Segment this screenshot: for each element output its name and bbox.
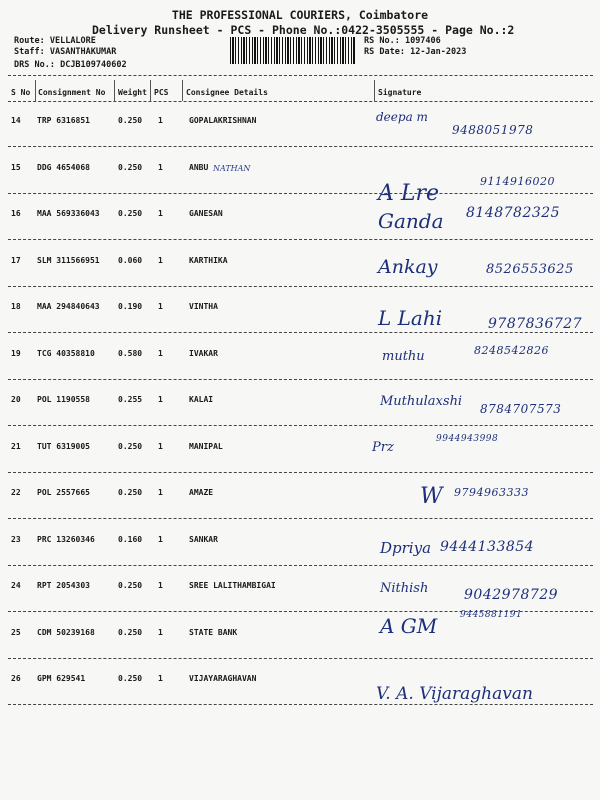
row-consignee: VIJAYARAGHAVAN xyxy=(189,674,257,683)
col-header-consignment: Consignment No xyxy=(38,88,106,97)
row-divider xyxy=(8,472,593,473)
row-weight: 0.580 xyxy=(118,349,143,358)
row-signature-phone: 8248542826 xyxy=(474,344,549,357)
col-header-pcs: PCS xyxy=(154,88,169,97)
row-consignee: STATE BANK xyxy=(189,628,238,637)
col-header-signature: Signature xyxy=(378,88,422,97)
row-divider xyxy=(8,146,593,147)
row-sno: 18 xyxy=(11,302,21,311)
row-divider xyxy=(8,193,593,194)
row-consignment-no: POL 1190558 xyxy=(37,395,90,404)
row-divider xyxy=(8,565,593,566)
row-weight: 0.250 xyxy=(118,628,143,637)
row-sno: 14 xyxy=(11,116,21,125)
row-weight: 0.250 xyxy=(118,442,143,451)
rs-date-value: 12-Jan-2023 xyxy=(410,47,467,57)
row-signature-phone: 8526553625 xyxy=(486,262,574,277)
row-consignment-no: MAA 569336043 xyxy=(37,209,100,218)
row-pcs: 1 xyxy=(158,442,163,451)
row-signature-phone: 9488051978 xyxy=(452,123,534,137)
row-weight: 0.250 xyxy=(118,488,143,497)
row-signature-name: Nithish xyxy=(380,581,429,596)
row-consignee: GOPALAKRISHNAN xyxy=(189,116,257,125)
row-consignment-no: TRP 6316851 xyxy=(37,116,90,125)
route-label: Route: xyxy=(14,36,45,46)
row-signature-name: V. A. Vijaraghavan xyxy=(376,684,533,704)
row-signature-phone: 9042978729 xyxy=(464,587,559,603)
col-divider xyxy=(182,80,183,101)
row-consignee: SREE LALITHAMBIGAI xyxy=(189,581,276,590)
row-pcs: 1 xyxy=(158,488,163,497)
row-consignee: AMAZE xyxy=(189,488,214,497)
row-signature-phone: 9445881191 xyxy=(460,610,523,620)
route-value: VELLALORE xyxy=(49,36,96,46)
row-signature-name: L Lahi xyxy=(378,306,443,330)
row-sno: 20 xyxy=(11,395,21,404)
row-sno: 25 xyxy=(11,628,21,637)
row-pcs: 1 xyxy=(158,302,163,311)
row-pcs: 1 xyxy=(158,535,163,544)
row-consignment-no: RPT 2054303 xyxy=(37,581,90,590)
row-divider xyxy=(8,518,593,519)
row-divider xyxy=(8,239,593,240)
row-sno: 21 xyxy=(11,442,21,451)
rs-no-value: 1097406 xyxy=(404,36,441,46)
rs-no-line xyxy=(364,36,441,46)
row-sno: 22 xyxy=(11,488,21,497)
row-pcs: 1 xyxy=(158,116,163,125)
row-weight: 0.250 xyxy=(118,674,143,683)
row-signature-phone: 9944943998 xyxy=(436,434,499,444)
row-sno: 15 xyxy=(11,163,21,172)
row-consignment-no: PRC 13260346 xyxy=(37,535,95,544)
row-weight: 0.250 xyxy=(118,163,143,172)
row-consignment-no: CDM 50239168 xyxy=(37,628,95,637)
row-divider xyxy=(8,425,593,426)
staff-line xyxy=(14,47,116,57)
row-pcs: 1 xyxy=(158,395,163,404)
row-sno: 23 xyxy=(11,535,21,544)
staff-value: VASANTHAKUMAR xyxy=(49,47,117,57)
row-signature-name: A GM xyxy=(380,614,438,638)
col-divider xyxy=(35,80,36,101)
row-pcs: 1 xyxy=(158,209,163,218)
row-consignment-no: TUT 6319005 xyxy=(37,442,90,451)
row-weight: 0.250 xyxy=(118,116,143,125)
row-weight: 0.250 xyxy=(118,581,143,590)
rs-date-label: RS Date: xyxy=(364,47,405,57)
row-signature-name: Ankay xyxy=(378,256,438,278)
row-consignee: VINTHA xyxy=(189,302,218,311)
row-signature-name: Ganda xyxy=(378,209,444,233)
row-signature-phone: 9444133854 xyxy=(440,539,535,555)
handwritten-note: NATHAN xyxy=(213,164,251,173)
rs-no-label: RS No.: xyxy=(364,36,400,46)
row-sno: 24 xyxy=(11,581,21,590)
row-sno: 26 xyxy=(11,674,21,683)
row-sno: 16 xyxy=(11,209,21,218)
row-signature-phone: 9114916020 xyxy=(480,175,555,188)
row-signature-phone: 8784707573 xyxy=(480,402,562,416)
row-weight: 0.250 xyxy=(118,209,143,218)
col-header-weight: Weight xyxy=(118,88,147,97)
drs-label: DRS No.: xyxy=(14,60,55,70)
row-signature-name: deepa m xyxy=(376,110,428,124)
row-consignment-no: MAA 294840643 xyxy=(37,302,100,311)
row-divider xyxy=(8,286,593,287)
col-header-sno: S No xyxy=(11,88,31,97)
row-weight: 0.060 xyxy=(118,256,143,265)
col-header-consignee: Consignee Details xyxy=(186,88,268,97)
row-pcs: 1 xyxy=(158,581,163,590)
row-sno: 17 xyxy=(11,256,21,265)
row-consignment-no: POL 2557665 xyxy=(37,488,90,497)
row-signature-phone: 9787836727 xyxy=(488,316,583,332)
row-divider xyxy=(8,332,593,333)
row-divider xyxy=(8,704,593,705)
row-signature-name: Prz xyxy=(372,440,394,455)
row-pcs: 1 xyxy=(158,674,163,683)
row-consignment-no: SLM 311566951 xyxy=(37,256,100,265)
row-consignment-no: TCG 40358810 xyxy=(37,349,95,358)
drs-line xyxy=(14,60,127,70)
row-divider xyxy=(8,658,593,659)
row-pcs: 1 xyxy=(158,628,163,637)
row-consignee: GANESAN xyxy=(189,209,223,218)
company-title: THE PROFESSIONAL COURIERS, Coimbatore xyxy=(171,8,429,22)
col-divider xyxy=(150,80,151,101)
row-consignee: IVAKAR xyxy=(189,349,218,358)
row-weight: 0.160 xyxy=(118,535,143,544)
row-consignee: SANKAR xyxy=(189,535,218,544)
rs-date-line xyxy=(364,47,466,57)
row-consignee: KARTHIKA xyxy=(189,256,228,265)
barcode-image xyxy=(230,37,355,64)
row-signature-phone: 9794963333 xyxy=(454,486,529,499)
row-pcs: 1 xyxy=(158,349,163,358)
row-signature-name: Muthulaxshi xyxy=(380,394,463,409)
col-divider xyxy=(114,80,115,101)
header-divider-top xyxy=(8,75,593,76)
col-divider xyxy=(374,80,375,101)
row-signature-name: muthu xyxy=(382,349,425,364)
row-consignee: MANIPAL xyxy=(189,442,223,451)
row-signature-phone: 8148782325 xyxy=(466,205,561,221)
staff-label: Staff: xyxy=(14,47,45,57)
row-weight: 0.190 xyxy=(118,302,143,311)
row-consignment-no: DDG 4654068 xyxy=(37,163,90,172)
row-consignee: ANBU xyxy=(189,163,209,172)
row-sno: 19 xyxy=(11,349,21,358)
row-signature-name: W xyxy=(420,484,443,509)
route-line xyxy=(14,36,96,46)
header-divider-bottom xyxy=(8,101,593,102)
runsheet-subtitle: Delivery Runsheet - PCS - Phone No.:0422-3505555 - Page No.:2 xyxy=(92,23,515,37)
row-consignee: KALAI xyxy=(189,395,214,404)
drs-value: DCJB109740602 xyxy=(60,60,127,70)
row-divider xyxy=(8,379,593,380)
row-pcs: 1 xyxy=(158,256,163,265)
row-pcs: 1 xyxy=(158,163,163,172)
row-signature-name: Dpriya xyxy=(380,539,432,557)
row-signature-name: A Lre xyxy=(378,181,440,206)
row-weight: 0.255 xyxy=(118,395,143,404)
row-consignment-no: GPM 629541 xyxy=(37,674,86,683)
